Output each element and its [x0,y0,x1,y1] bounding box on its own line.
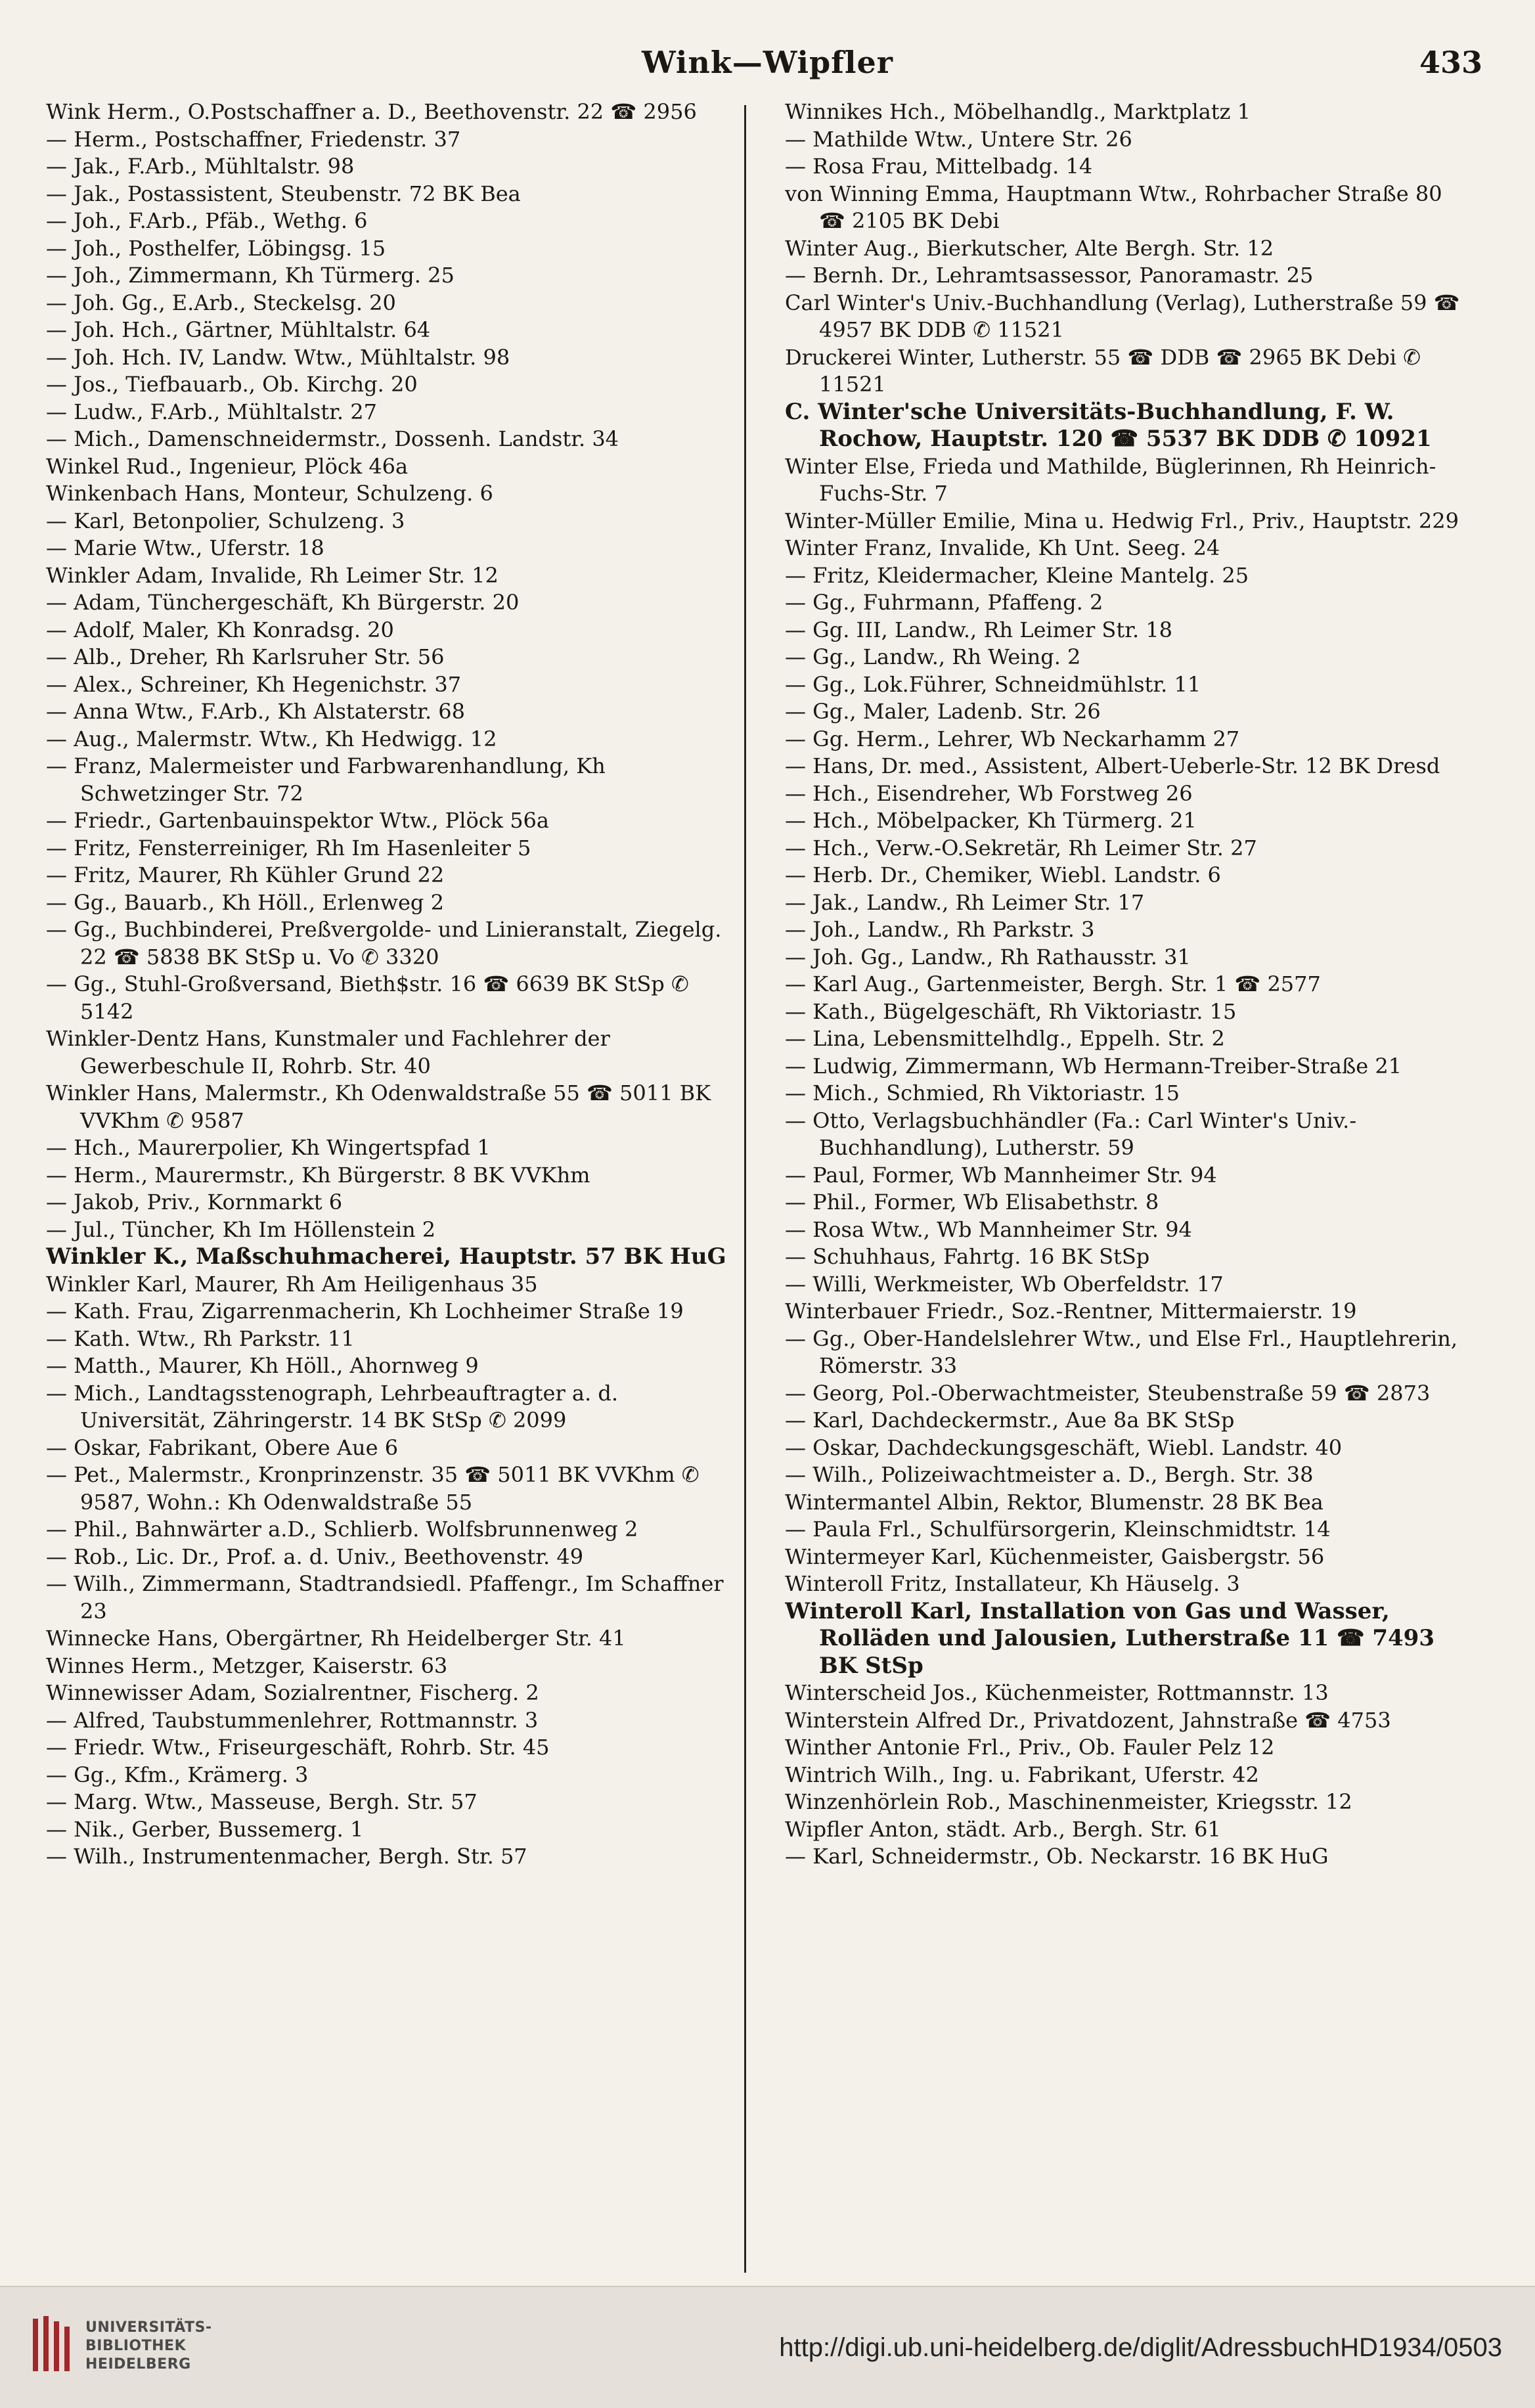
directory-entry: Winter-Müller Emilie, Mina u. Hedwig Frl., Priv., Hauptstr. 229 [785,508,1459,533]
directory-entry: — Phil., Former, Wb Elisabethstr. 8 [785,1190,1159,1215]
directory-entry: — Mich., Schmied, Rh Viktoriastr. 15 [785,1081,1180,1105]
directory-entry: — Ludw., F.Arb., Mühltalstr. 27 [46,399,377,424]
directory-entry: Winkenbach Hans, Monteur, Schulzeng. 6 [46,481,493,506]
directory-entry: Wipfler Anton, städt. Arb., Bergh. Str. 61 [785,1816,1221,1842]
directory-entry: — Schuhhaus, Fahrtg. 16 BK StSp [785,1244,1150,1269]
directory-entry: — Karl, Schneidermstr., Ob. Neckarstr. 16 BK HuG [785,1844,1329,1869]
directory-entry: — Jak., Postassistent, Steubenstr. 72 BK Bea [46,181,521,206]
directory-entry: Winnecke Hans, Obergärtner, Rh Heidelberger Str. 41 [46,1626,626,1651]
library-name [85,2319,212,2374]
directory-entry: — Jak., Landw., Rh Leimer Str. 17 [785,889,1145,915]
directory-entry: — Friedr. Wtw., Friseurgeschäft, Rohrb. Str. 45 [46,1735,550,1760]
directory-entry: — Joh., Landw., Rh Parkstr. 3 [785,917,1095,942]
directory-entry: Winterbauer Friedr., Soz.-Rentner, Mittermaierstr. 19 [785,1299,1357,1324]
directory-entry: — Kath., Bügelgeschäft, Rh Viktoriastr. 15 [785,998,1237,1024]
directory-entry: Winther Antonie Frl., Priv., Ob. Fauler Pelz 12 [785,1735,1275,1760]
directory-entry: — Georg, Pol.-Oberwachtmeister, Steubenstraße 59 ☎ 2873 [785,1380,1431,1406]
directory-entry: — Gg., Kfm., Krämerg. 3 [46,1762,309,1787]
directory-entry: — Alb., Dreher, Rh Karlsruher Str. 56 [46,644,445,669]
directory-entry: — Joh., F.Arb., Pfäb., Wethg. 6 [46,208,368,233]
right-column [785,99,1471,2279]
directory-entry: — Matth., Maurer, Kh Höll., Ahornweg 9 [46,1353,479,1378]
directory-entry: — Adam, Tünchergeschäft, Kh Bürgerstr. 20 [46,590,520,615]
directory-entry: — Mich., Damenschneidermstr., Dossenh. Landstr. 34 [46,426,619,451]
directory-entry: — Gg., Maler, Ladenb. Str. 26 [785,699,1101,724]
directory-entry: Winkler Adam, Invalide, Rh Leimer Str. 12 [46,562,499,588]
directory-entry: — Wilh., Instrumentenmacher, Bergh. Str. 57 [46,1844,527,1869]
directory-entry: — Anna Wtw., F.Arb., Kh Alstaterstr. 68 [46,699,466,724]
library-name-line-2: BIBLIOTHEK [85,2338,187,2354]
footer-bar [0,2286,1535,2408]
directory-entry: — Paul, Former, Wb Mannheimer Str. 94 [785,1162,1217,1188]
directory-entry: Winter Aug., Bierkutscher, Alte Bergh. Str. 12 [785,235,1274,261]
directory-entry: — Gg. Herm., Lehrer, Wb Neckarhamm 27 [785,726,1240,751]
directory-entry: — Joh. Gg., E.Arb., Steckelsg. 20 [46,290,396,315]
directory-entry: Wink Herm., O.Postschaffner a. D., Beethovenstr. 22 ☎ 2956 [46,99,697,124]
directory-entry: — Pet., Malermstr., Kronprinzenstr. 35 ☎ 5011 BK VVKhm ✆ 9587, Wohn.: Kh Odenwaldstraße 55 [46,1462,700,1515]
directory-entry: — Gg., Buchbinderei, Preßvergolde- und Liniеranstalt, Ziegelg. 22 ☎ 5838 BK StSp u. Vo ✆ 3320 [46,917,722,970]
directory-entry: Winkler-Dentz Hans, Kunstmaler und Fachlehrer der Gewerbeschule II, Rohrb. Str. 40 [46,1026,610,1079]
directory-entry: — Bernh. Dr., Lehramtsassessor, Panoramastr. 25 [785,263,1314,288]
directory-entry: Winnikes Hch., Möbelhandlg., Marktplatz 1 [785,99,1251,124]
directory-entry: — Phil., Bahnwärter a.D., Schlierb. Wolfsbrunnenweg 2 [46,1517,638,1542]
directory-entry: — Wilh., Zimmermann, Stadtrandsiedl. Pfaffengr., Im Schaffner 23 [46,1571,724,1624]
directory-entry: — Herm., Postschaffner, Friedenstr. 37 [46,126,461,152]
library-name-line-1: UNIVERSITÄTS- [85,2319,212,2336]
directory-entry: — Oskar, Fabrikant, Obere Aue 6 [46,1435,399,1460]
directory-entry: Winter Else, Frieda und Mathilde, Büglerinnen, Rh Heinrich-Fuchs-Str. 7 [785,453,1436,506]
directory-entry: — Rosa Frau, Mittelbadg. 14 [785,154,1093,179]
page-title: Wink—Wipfler [642,45,893,80]
directory-entry: — Joh., Zimmermann, Kh Türmerg. 25 [46,263,455,288]
directory-entry: — Gg., Bauarb., Kh Höll., Erlenweg 2 [46,889,444,915]
directory-entry: Winterscheid Jos., Küchenmeister, Rottmannstr. 13 [785,1680,1329,1705]
directory-entry: — Rob., Lic. Dr., Prof. a. d. Univ., Beethovenstr. 49 [46,1544,584,1569]
directory-entry: — Herb. Dr., Chemiker, Wiebl. Landstr. 6 [785,862,1221,887]
directory-entry: — Mathilde Wtw., Untere Str. 26 [785,126,1132,152]
directory-columns [46,99,1491,2279]
directory-entry: Winnewisser Adam, Sozialrentner, Fischerg. 2 [46,1680,539,1705]
directory-entry: Druckerei Winter, Lutherstr. 55 ☎ DDB ☎ 2965 BK Debi ✆ 11521 [785,344,1421,397]
directory-entry: — Alex., Schreiner, Kh Hegenichstr. 37 [46,671,462,697]
directory-entry: — Wilh., Polizeiwachtmeister a. D., Bergh. Str. 38 [785,1462,1314,1487]
directory-entry: Winteroll Fritz, Installateur, Kh Häuselg. 3 [785,1571,1240,1596]
left-column [46,99,732,2279]
directory-entry: — Jak., F.Arb., Mühltalstr. 98 [46,154,355,179]
directory-entry: — Joh. Gg., Landw., Rh Rathausstr. 31 [785,944,1191,970]
directory-entry: — Gg., Stuhl-Großversand, Bieth$str. 16 ☎ 6639 BK StSp ✆ 5142 [46,971,689,1024]
directory-entry: — Jul., Tüncher, Kh Im Höllenstein 2 [46,1216,436,1242]
directory-entry: — Mich., Landtagsstenograph, Lehrbeauftragter a. d. Universität, Zähringerstr. 14 BK StSp ✆ 2099 [46,1380,618,1433]
directory-entry: — Gg., Ober-Handelslehrer Wtw., und Else Frl., Hauptlehrerin, Römerstr. 33 [785,1326,1458,1378]
library-name-line-3: HEIDELBERG [85,2356,191,2373]
directory-entry: Winkler K., Maßschuhmacherei, Hauptstr. 57 BK HuG [46,1243,726,1270]
directory-entry: — Ludwig, Zimmermann, Wb Hermann-Treiber-Straße 21 [785,1053,1402,1079]
directory-entry: Wintrich Wilh., Ing. u. Fabrikant, Uferstr. 42 [785,1762,1259,1787]
source-url-link[interactable]: http://digi.ub.uni-heidelberg.de/diglit/AdressbuchHD1934/0503 [779,2333,1502,2362]
directory-entry: — Marg. Wtw., Masseuse, Bergh. Str. 57 [46,1789,478,1814]
directory-entry: — Lina, Lebensmittelhdlg., Eppelh. Str. 2 [785,1026,1225,1051]
directory-entry: Winkel Rud., Ingenieur, Plöck 46a [46,453,409,479]
directory-entry: — Jos., Tiefbauarb., Ob. Kirchg. 20 [46,372,418,397]
directory-entry: von Winning Emma, Hauptmann Wtw., Rohrbacher Straße 80 ☎ 2105 BK Debi [785,181,1442,233]
directory-entry: — Hch., Möbelpacker, Kh Türmerg. 21 [785,808,1197,833]
directory-entry: — Fritz, Kleidermacher, Kleine Mantelg. 25 [785,562,1249,588]
directory-entry: — Hans, Dr. med., Assistent, Albert-Ueberle-Str. 12 BK Dresd [785,753,1440,778]
directory-entry: — Fritz, Fensterreiniger, Rh Im Hasenleiter 5 [46,835,531,860]
directory-entry: — Paula Frl., Schulfürsorgerin, Kleinschmidtstr. 14 [785,1517,1331,1542]
directory-entry: — Alfred, Taubstummenlehrer, Rottmannstr. 3 [46,1707,539,1733]
directory-entry: — Hch., Maurerpolier, Kh Wingertspfad 1 [46,1135,491,1160]
directory-entry: — Hch., Verw.-O.Sekretär, Rh Leimer Str. 27 [785,835,1257,860]
directory-entry: Winkler Hans, Malermstr., Kh Odenwaldstraße 55 ☎ 5011 BK VVKhm ✆ 9587 [46,1081,711,1133]
directory-entry: — Marie Wtw., Uferstr. 18 [46,535,324,560]
directory-entry: Wintermantel Albin, Rektor, Blumenstr. 28 BK Bea [785,1489,1324,1515]
directory-entry: Winteroll Karl, Installation von Gas und Wasser, Rolläden und Jalousien, Lutherstraße 11 ☎ 7493 BK StSp [785,1597,1435,1679]
directory-entry: — Joh., Posthelfer, Löbingsg. 15 [46,235,386,261]
directory-entry: — Adolf, Maler, Kh Konradsg. 20 [46,617,394,642]
directory-entry: — Otto, Verlagsbuchhändler (Fa.: Carl Winter's Univ.-Buchhandlung), Lutherstr. 59 [785,1107,1357,1160]
directory-entry: Winkler Karl, Maurer, Rh Am Heiligenhaus 35 [46,1271,538,1297]
directory-entry: — Oskar, Dachdeckungsgeschäft, Wiebl. Landstr. 40 [785,1435,1343,1460]
directory-entry: C. Winter'sche Universitäts-Buchhandlung, F. W. Rochow, Hauptstr. 120 ☎ 5537 BK DDB ✆ 10921 [785,398,1432,452]
directory-entry: Winzenhörlein Rob., Maschinenmeister, Kriegsstr. 12 [785,1789,1352,1814]
directory-entry: — Willi, Werkmeister, Wb Oberfeldstr. 17 [785,1271,1224,1297]
directory-entry: Winter Franz, Invalide, Kh Unt. Seeg. 24 [785,535,1220,560]
directory-entry: — Karl Aug., Gartenmeister, Bergh. Str. 1 ☎ 2577 [785,971,1321,996]
library-logo-icon [29,2313,76,2376]
directory-entry: Winterstein Alfred Dr., Privatdozent, Jahnstraße ☎ 4753 [785,1707,1391,1733]
directory-entry: — Joh. Hch., Gärtner, Mühltalstr. 64 [46,317,431,342]
directory-entry: — Franz, Malermeister und Farbwarenhandlung, Kh Schwetzinger Str. 72 [46,753,606,806]
directory-entry: — Gg., Lok.Führer, Schneidmühlstr. 11 [785,671,1201,697]
directory-entry: — Fritz, Maurer, Rh Kühler Grund 22 [46,862,445,887]
directory-entry: — Friedr., Gartenbauinspektor Wtw., Plöck 56a [46,808,549,833]
page-number: 433 [1419,45,1482,80]
directory-entry: — Kath. Frau, Zigarrenmacherin, Kh Lochheimer Straße 19 [46,1299,684,1324]
directory-entry: Winnes Herm., Metzger, Kaiserstr. 63 [46,1653,448,1678]
directory-entry: — Gg., Landw., Rh Weing. 2 [785,644,1081,669]
directory-entry: — Hch., Eisendreher, Wb Forstweg 26 [785,780,1193,806]
directory-entry: — Nik., Gerber, Bussemerg. 1 [46,1816,364,1842]
directory-entry: — Gg. III, Landw., Rh Leimer Str. 18 [785,617,1173,642]
directory-entry: — Gg., Fuhrmann, Pfaffeng. 2 [785,590,1103,615]
directory-entry: — Herm., Maurermstr., Kh Bürgerstr. 8 BK VVKhm [46,1162,590,1188]
directory-entry: — Rosa Wtw., Wb Mannheimer Str. 94 [785,1216,1192,1242]
directory-entry: — Karl, Betonpolier, Schulzeng. 3 [46,508,405,533]
directory-entry: — Kath. Wtw., Rh Parkstr. 11 [46,1326,355,1351]
directory-entry: Carl Winter's Univ.-Buchhandlung (Verlag), Lutherstraße 59 ☎ 4957 BK DDB ✆ 11521 [785,290,1460,342]
page-header [0,39,1535,92]
directory-entry: — Joh. Hch. IV, Landw. Wtw., Mühltalstr. 98 [46,344,510,370]
directory-entry: Wintermeyer Karl, Küchenmeister, Gaisbergstr. 56 [785,1544,1325,1569]
directory-entry: — Karl, Dachdeckermstr., Aue 8a BK StSp [785,1408,1235,1433]
directory-entry: — Aug., Malermstr. Wtw., Kh Hedwigg. 12 [46,726,497,751]
directory-entry: — Jakob, Priv., Kornmarkt 6 [46,1190,343,1215]
